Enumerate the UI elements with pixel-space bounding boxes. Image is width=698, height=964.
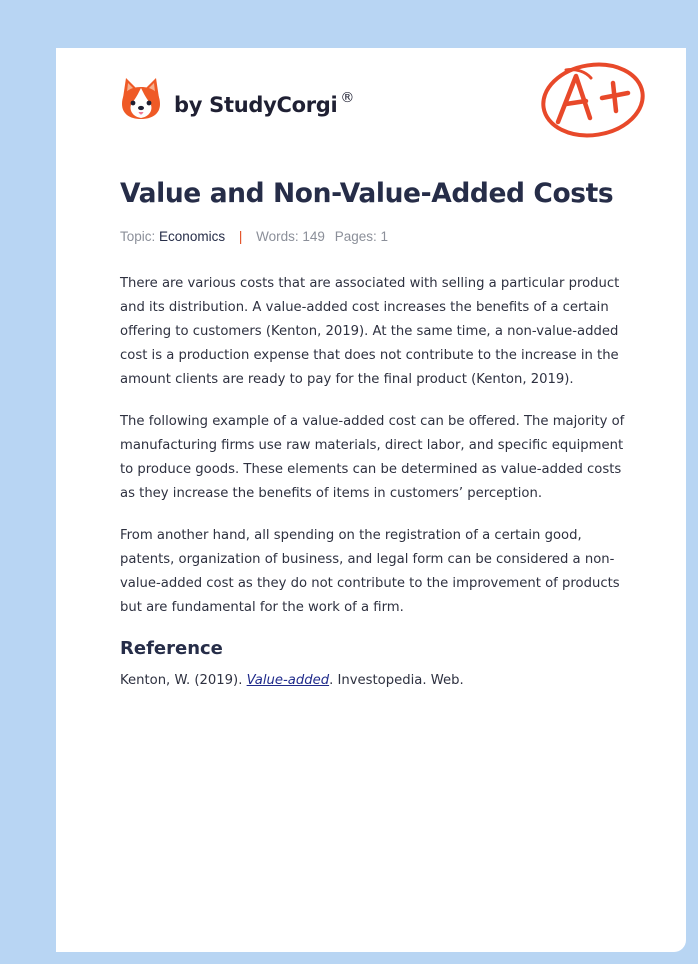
pages-label: Pages:	[334, 229, 377, 244]
a-plus-badge-icon	[536, 56, 652, 142]
document-page	[56, 48, 686, 952]
brand-name: by StudyCorgi ®	[174, 89, 355, 117]
pages-value: 1	[380, 229, 389, 244]
studycorgi-logo[interactable]	[120, 76, 354, 122]
paragraph: There are various costs that are associated with selling a particular product and its distribution. A value-added cost increases the benefits of a certain offering to customers (Kenton, 2019). At the same time, a non-value-added cost is a production expense that does not contribute to the increase in the amount clients are ready to pay for the final product (Kenton, 2019).	[120, 276, 620, 387]
meta-separator: |	[238, 229, 243, 244]
reference-heading: Reference	[120, 638, 223, 659]
paragraph: From another hand, all spending on the registration of a certain good, patents, organization of business, and legal form can be considered a non-value-added cost as they do not contribute to the improvement of products but are fundamental for the work of a firm.	[120, 528, 620, 615]
paragraph: The following example of a value-added cost can be offered. The majority of manufacturing firms use raw materials, direct labor, and specific equipment to produce goods. These elements can be determined as value-added costs as they increase the benefits of items in customers’ perception.	[120, 414, 625, 501]
topic-link[interactable]: Economics	[159, 229, 226, 244]
document-meta	[120, 229, 388, 244]
page-title: Value and Non-Value-Added Costs	[120, 178, 614, 209]
reference-link[interactable]: Value-added	[246, 673, 330, 688]
words-label: Words:	[256, 229, 299, 244]
essay-body	[120, 272, 626, 693]
reference-author: Kenton, W. (2019).	[120, 673, 243, 688]
reference-entry	[120, 669, 626, 693]
reference-source: . Investopedia. Web.	[329, 673, 464, 688]
corgi-head-icon	[120, 76, 162, 122]
words-value: 149	[302, 229, 325, 244]
topic-label: Topic:	[120, 229, 156, 244]
